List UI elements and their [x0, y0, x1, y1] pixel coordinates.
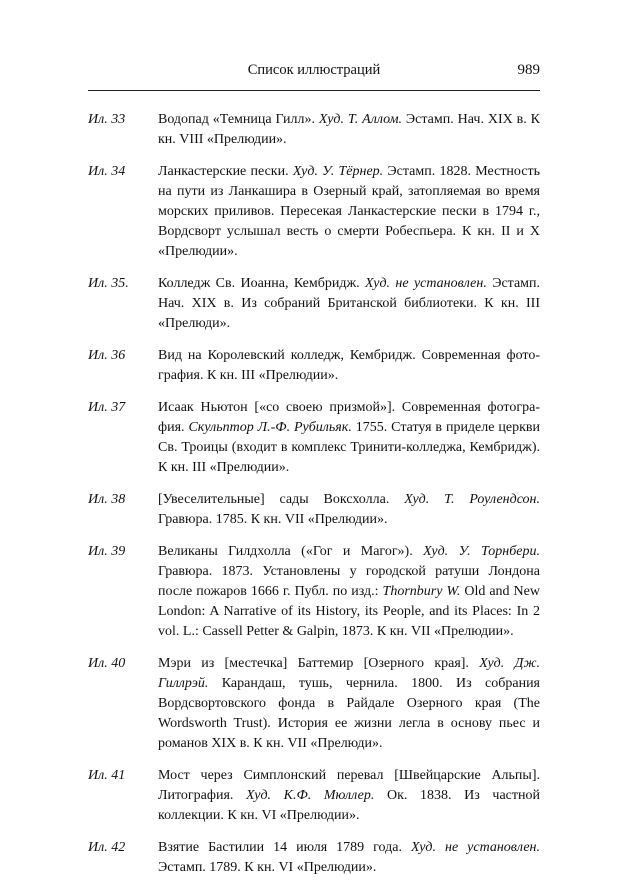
illustration-description [158, 110, 540, 150]
author-credit: Худ. не установлен. [365, 276, 487, 291]
running-header [88, 62, 540, 82]
description-text: Мэри из [местечка] Баттемир [Озерного края]. [158, 656, 480, 671]
author-credit: Скульптор Л.-Ф. Рубильяк. [188, 420, 352, 435]
illustration-number: Ил. 35. [88, 276, 129, 291]
illustration-number: Ил. 41 [88, 768, 126, 783]
illustration-number: Ил. 39 [88, 544, 126, 559]
description-text: Великаны Гилдхолла («Гог и Магог»). [158, 544, 424, 559]
description-text: Гравюра. 1873. Установлены у городской ратуши Лондона после пожаров 1666 г. Публ. по изд.: [158, 564, 540, 599]
illustration-number: Ил. 40 [88, 656, 126, 671]
author-credit: Худ. не установлен. [410, 840, 540, 855]
description-text: Эстамп. Нач. XIX в. Из собраний Британской библиотеки. К кн. III «Прелюди». [158, 276, 541, 331]
description-text: Old and New London: A Narrative of its History, its People, and its Places: In 2 vol. L.: Cassell Petter & Galpin, 1873. К кн. VII «Прелюдии». [158, 584, 540, 639]
description-text: 1755. Статуя в приделе церкви Св. Троицы (входит в комплекс Тринити-колледжа, Кембридж). К кн. III «Прелюдии». [158, 420, 541, 475]
illustration-description [158, 490, 540, 530]
author-credit: Худ. У. Торнбери. [423, 544, 541, 559]
list-item [88, 766, 540, 826]
description-text: [Увеселительные] сады Воксхолла. [158, 492, 405, 507]
header-rule [88, 90, 540, 91]
illustration-description [158, 346, 540, 386]
author-credit: Худ. Т. Аллом. [318, 112, 403, 127]
author-credit: Худ. У. Тёрнер. [292, 164, 384, 179]
illustration-number: Ил. 36 [88, 348, 126, 363]
list-item [88, 110, 540, 150]
description-text: Карандаш, тушь, чернила. 1800. Из собрания Вордсвортовского фонда в Райдале Озерного края (The Wordsworth Trust). История ее жизни легла в основу пьес и романов XIX в. К кн. VII «Прелюди». [158, 676, 540, 751]
description-text: Водопад «Темница Гилл». [158, 112, 319, 127]
illustration-description [158, 542, 540, 642]
illustration-number: Ил. 33 [88, 112, 126, 127]
illustration-description [158, 162, 540, 262]
author-credit: Худ. Дж. Гиллрэй. [158, 656, 540, 691]
list-item [88, 490, 540, 530]
author-credit: Thornbury W. [382, 584, 461, 599]
running-title: Список иллюстраций [247, 62, 381, 78]
list-item [88, 838, 540, 878]
list-item [88, 398, 540, 478]
illustration-number: Ил. 38 [88, 492, 126, 507]
description-text: Вид на Королевский колледж, Кембридж. Современная фотография. К кн. III «Прелюдии». [158, 348, 540, 383]
list-item [88, 162, 540, 262]
description-text: Исаак Ньютон [«со своею призмой»]. Современная фотография. [158, 400, 540, 435]
list-item [88, 274, 540, 334]
author-credit: Худ. К.Ф. Мюллер. [246, 788, 375, 803]
illustration-description [158, 274, 540, 334]
illustration-description [158, 838, 540, 878]
description-text: Эстамп. 1789. К кн. VI «Прелюдии». [158, 860, 377, 875]
list-item [88, 654, 540, 754]
list-item [88, 542, 540, 642]
page-number: 989 [517, 62, 540, 78]
description-text: Эстамп. 1828. Местность на пути из Ланкашира в Озерный край, затопляемая во время морских приливов. Пересекая Ланкастерские пески в 1794 г., Вордсворт услышал весть о смерти Робеспьера. К кн. II и X «Прелюдии». [158, 164, 540, 259]
illustration-number: Ил. 34 [88, 164, 126, 179]
illustration-description [158, 766, 540, 826]
description-text: Ок. 1838. Из частной коллекции. К кн. VI «Прелюдии». [158, 788, 540, 823]
illustration-description [158, 398, 540, 478]
description-text: Колледж Св. Иоанна, Кембридж. [158, 276, 366, 291]
illustration-number: Ил. 37 [88, 400, 126, 415]
author-credit: Худ. Т. Роулендсон. [404, 492, 540, 507]
description-text: Гравюра. 1785. К кн. VII «Прелюдии». [158, 512, 388, 527]
description-text: Взятие Бастилии 14 июля 1789 года. [158, 840, 411, 855]
illustration-description [158, 654, 540, 754]
description-text: Мост через Симплонский перевал [Швейцарские Альпы]. Литография. [158, 768, 540, 803]
list-item [88, 346, 540, 386]
illustration-number: Ил. 42 [88, 840, 126, 855]
description-text: Ланкастерские пески. [158, 164, 293, 179]
illustration-list [88, 110, 540, 890]
description-text: Эстамп. Нач. XIX в. К кн. VIII «Прелюдии». [158, 112, 541, 147]
